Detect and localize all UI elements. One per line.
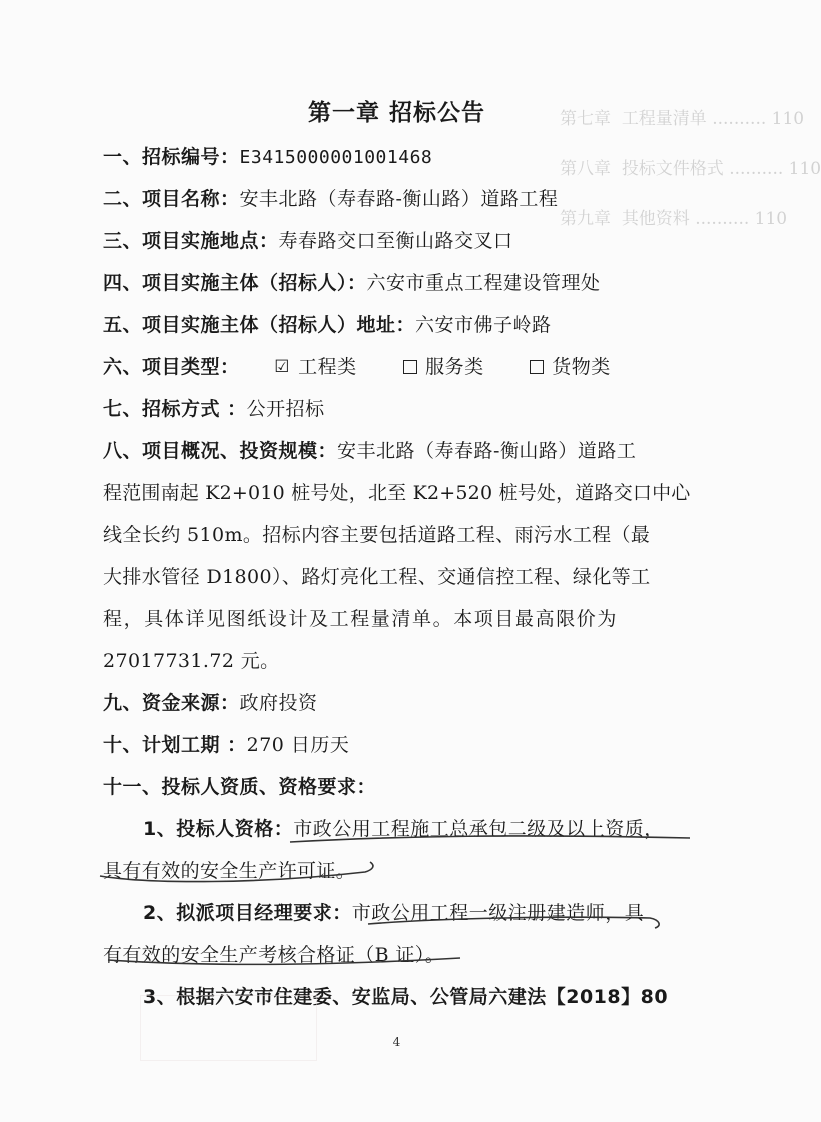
type-option-service[interactable]: 服务类: [403, 352, 484, 379]
tenderer-address-value: 六安市佛子岭路: [415, 314, 552, 336]
underline-stroke: [108, 958, 460, 964]
overview-line-4: 大排水管径 D1800）、路灯亮化工程、交通信控工程、绿化等工: [103, 566, 651, 588]
tender-method-label: 七、招标方式 ：: [103, 398, 247, 420]
overview-line-1: 八、项目概况、投资规模：安丰北路（寿春路-衡山路）道路工: [103, 440, 637, 462]
overview-line-6: 27017731.72 元。: [103, 650, 280, 672]
bidder-qualification-line-2: 具有有效的安全生产许可证。: [103, 860, 356, 882]
underline-stroke: [368, 917, 659, 928]
overview-line-5: 程，具体详见图纸设计及工程量清单。本项目最高限价为: [103, 608, 619, 630]
chapter-title: 第一章 招标公告: [307, 99, 485, 126]
project-name-label: 二、项目名称：: [103, 188, 240, 210]
manager-requirement-line-1: 2、拟派项目经理要求：市政公用工程一级注册建造师，具: [143, 902, 645, 924]
manager-requirement-label: 2、拟派项目经理要求：: [143, 902, 352, 924]
tender-number-value: E3415000001001468: [239, 147, 433, 168]
tenderer-label: 四、项目实施主体（招标人）：: [103, 272, 367, 294]
project-location-label: 三、项目实施地点：: [103, 230, 279, 252]
tender-method-value: 公开招标: [246, 398, 325, 420]
ghost-line-1: 第七章 工程量清单 .......... 110: [560, 109, 805, 129]
overview-label: 八、项目概况、投资规模：: [103, 440, 338, 462]
funding-label: 九、资金来源：: [103, 692, 240, 714]
tenderer-value: 六安市重点工程建设管理处: [366, 272, 601, 294]
type-option-engineering[interactable]: ☑ 工程类: [274, 356, 357, 378]
period-value: 270 日历天: [246, 734, 350, 756]
qualification-label: 十一、投标人资质、资格要求：: [103, 776, 377, 798]
overview-line-2: 程范围南起 K2+010 桩号处，北至 K2+520 桩号处，道路交口中心: [103, 482, 691, 504]
checkbox-checked-icon[interactable]: ☑: [274, 356, 290, 377]
faint-stamp-mark: [140, 995, 317, 1061]
page-number: 4: [392, 1035, 401, 1049]
underline-stroke: [100, 862, 373, 882]
underline-stroke: [290, 836, 690, 842]
tenderer-address-label: 五、项目实施主体（招标人）地址：: [103, 314, 416, 336]
project-type-label: 六、项目类型：: [103, 356, 240, 378]
type-option-goods[interactable]: 货物类: [530, 352, 611, 379]
funding-value: 政府投资: [239, 692, 318, 714]
manager-requirement-line-2: 有有效的安全生产考核合格证（B 证）。: [103, 944, 445, 966]
ghost-line-2: 第八章 投标文件格式 .......... 110: [560, 159, 821, 179]
regulation-line: 3、根据六安市住建委、安监局、公管局六建法【2018】80: [143, 986, 669, 1008]
bidder-qualification-label: 1、投标人资格：: [143, 818, 294, 840]
tender-number-label: 一、招标编号：: [103, 146, 240, 168]
project-location-value: 寿春路交口至衡山路交叉口: [278, 230, 513, 252]
overview-line-3: 线全长约 510m。招标内容主要包括道路工程、雨污水工程（最: [103, 524, 651, 546]
project-name-value: 安丰北路（寿春路-衡山路）道路工程: [239, 188, 559, 210]
bidder-qualification-line-1: 1、投标人资格：市政公用工程施工总承包二级及以上资质，: [143, 818, 664, 840]
ghost-line-3: 第九章 其他资料 .......... 110: [560, 209, 788, 229]
period-label: 十、计划工期 ：: [103, 734, 247, 756]
